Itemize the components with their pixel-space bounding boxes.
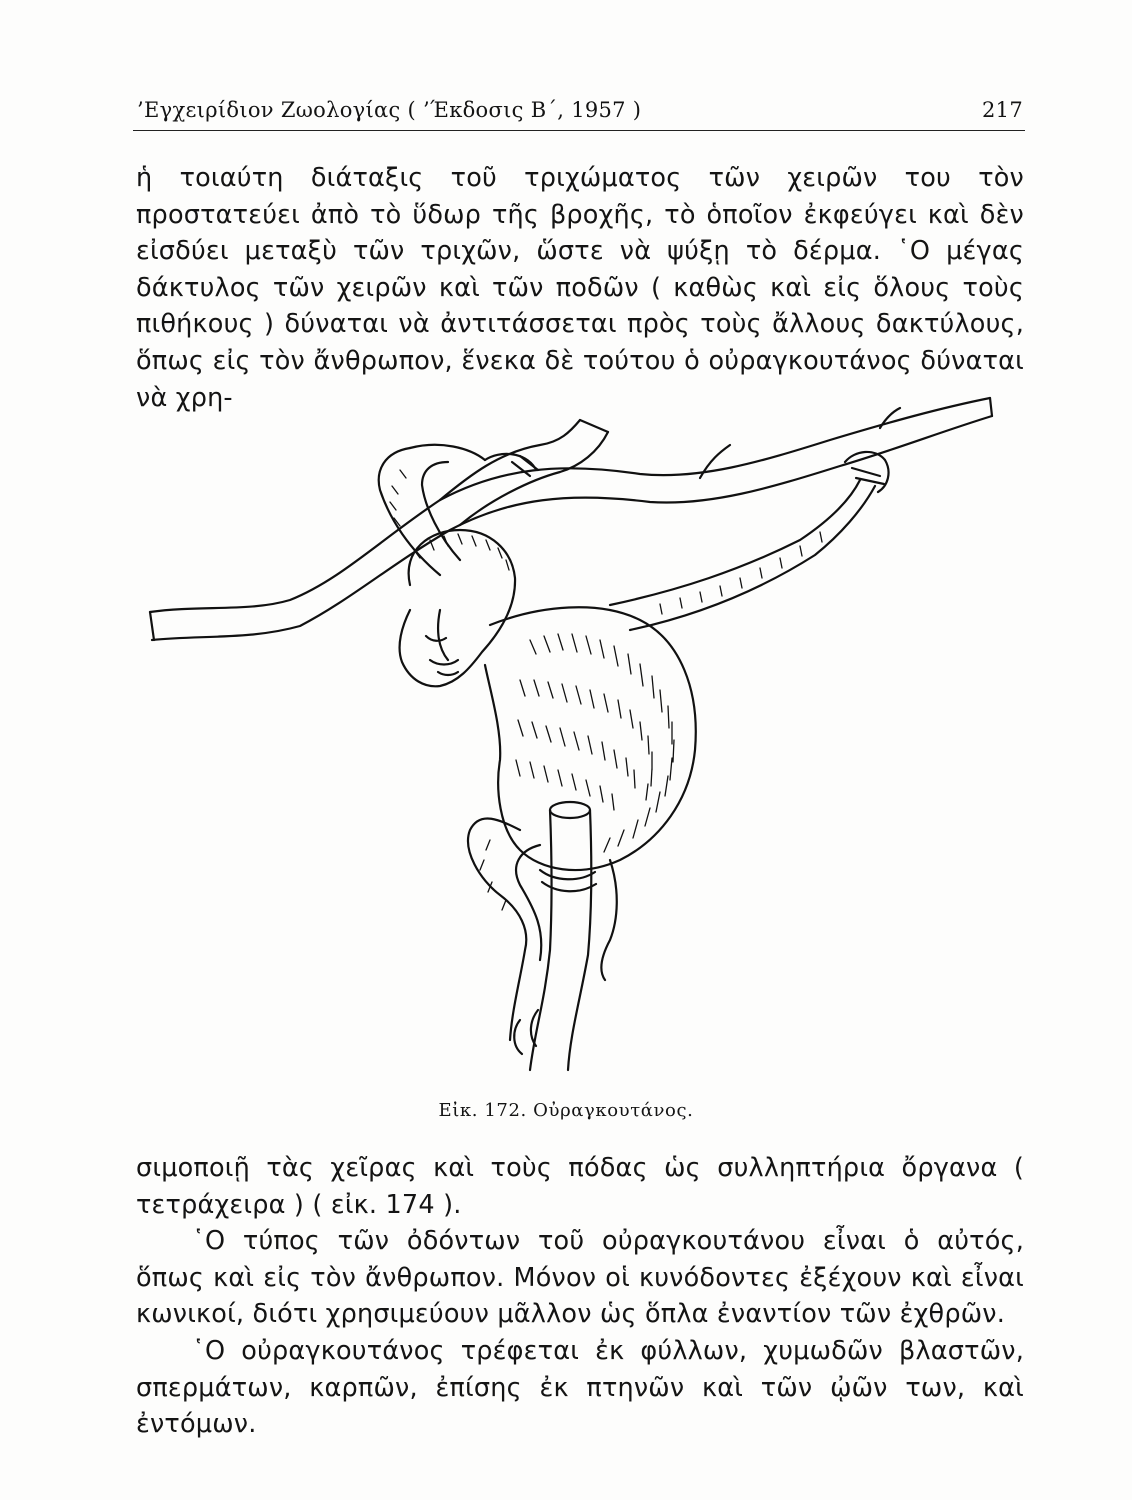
running-header	[133, 96, 1025, 131]
body-text-bottom	[136, 1150, 1024, 1443]
figure-caption: Εἰκ. 172. Οὐραγκουτάνος.	[438, 1100, 694, 1121]
paragraph: ῾Ο τύπος τῶν ὀδόντων τοῦ οὐραγκουτάνου εἶναι ὁ αὐτός, ὅπως καὶ εἰς τὸν ἄνθρωπον. Μόνον οἱ κυνόδοντες ἐξέχουν καὶ εἶναι κωνικοί, διότι χρησιμεύουν μᾶλλον ὡς ὅπλα ἐναντίον τῶν ἐχθρῶν.	[136, 1226, 1024, 1330]
body-text-top	[136, 160, 1024, 416]
right-leg	[601, 860, 616, 980]
book-title: ’Εγχειρίδιον Ζωολογίας ( ’Έκδοσις Β΄, 1957 )	[137, 98, 642, 122]
right-arm	[610, 480, 860, 605]
paragraph: ἡ τοιαύτη διάταξις τοῦ τριχώματος τῶν χειρῶν του τὸν προστατεύει ἀπὸ τὸ ὕδωρ τῆς βροχῆς, τὸ ὁποῖον ἐκφεύγει καὶ δὲν εἰσδύει μεταξὺ τῶν τριχῶν, ὥστε νὰ ψύξῃ τὸ δέρμα. ῾Ο μέγας δάκτυλος τῶν χειρῶν καὶ τῶν ποδῶν ( καθὼς καὶ εἰς ὅλους τοὺς πιθήκους ) δύναται νὰ ἀντιτάσσεται πρὸς τοὺς ἄλλους δακτύλους, ὅπως εἰς τὸν ἄνθρωπον, ἕνεκα δὲ τούτου ὁ οὐραγκουτάνος δύναται νὰ χρη-	[136, 163, 1024, 413]
paragraph: σιμοποιῇ τὰς χεῖρας καὶ τοὺς πόδας ὡς συλληπτήρια ὄργανα ( τετράχειρα ) ( εἰκ. 174 ).	[136, 1153, 1024, 1220]
page-number: 217	[982, 98, 1023, 122]
paragraph: ῾Ο οὐραγκουτάνος τρέφεται ἐκ φύλλων, χυμωδῶν βλαστῶν, σπερμάτων, καρπῶν, ἐπίσης ἐκ πτηνῶν καὶ τῶν ᾠῶν των, καὶ ἐντόμων.	[136, 1335, 1024, 1440]
left-leg	[468, 818, 526, 1040]
figure	[140, 390, 1020, 1080]
orangutan-illustration	[140, 390, 1020, 1080]
